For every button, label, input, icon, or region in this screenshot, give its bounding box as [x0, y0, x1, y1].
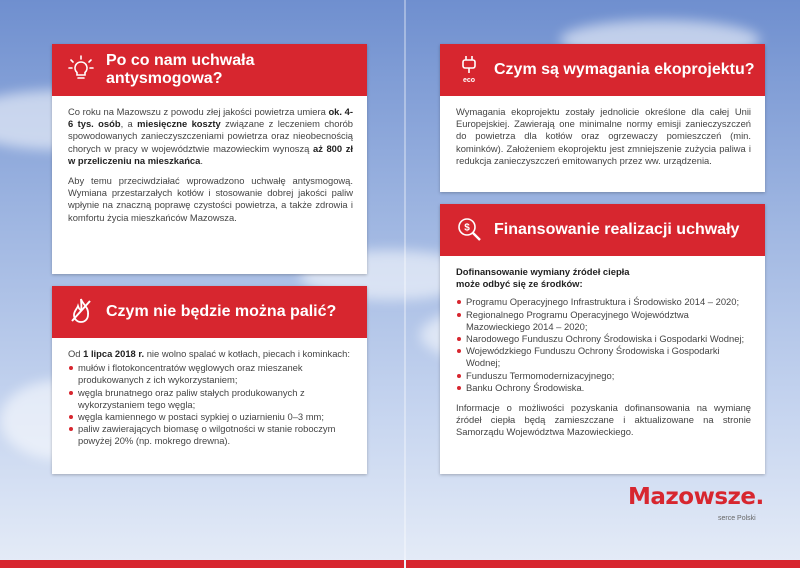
banned-fuels-list: [68, 362, 353, 447]
paragraph-countermeasures: Aby temu przeciwdziałać wprowadzono uchwałę antysmogową. Wymiana przestarzałych kotłów i stosowanie dobrej jakości paliw wpłynie na znaczną poprawę czystości powietrza, a także zdrowia i komfortu życia mieszkańców Mazowsza.: [68, 175, 353, 223]
card-title: Czym nie będzie można palić?: [106, 303, 337, 320]
text: związane z leczeniem chorób spowodowanych zanieczyszczeniami powietrza oraz nieobecnością chorych w pracy w województwie mazowieckim wynoszą: [68, 118, 354, 154]
bold-date: 1 lipca 2018 r.: [83, 348, 145, 359]
list-item: Narodowego Funduszu Ochrony Środowiska i Gospodarki Wodnej;: [456, 333, 751, 345]
bold-text: miesięczne koszty: [137, 118, 221, 130]
list-item: Wojewódzkiego Funduszu Ochrony Środowiska i Gospodarki Wodnej;: [456, 345, 751, 369]
bottom-red-bar-right: [406, 560, 800, 568]
financing-info: Informacje o możliwości pozyskania dofinansowania na wymianę źródeł ciepła będą zamieszczane i aktualizowane na stronie Samorządu Województwa Mazowieckiego.: [456, 402, 751, 438]
list-item: węgla kamiennego w postaci sypkiej o uziarnieniu 0–3 mm;: [68, 411, 353, 423]
list-item: węgla brunatnego oraz paliw stałych produkowanych z wykorzystaniem tego węgla;: [68, 387, 353, 411]
card-body: [440, 96, 765, 192]
card-header: [440, 44, 765, 96]
card-title: Finansowanie realizacji uchwały: [494, 221, 740, 238]
bottom-red-bar-left: [0, 560, 404, 568]
card-title: Po co nam uchwała antysmogowa?: [106, 52, 255, 87]
bold-text: ok. 4-6 tys. osób: [68, 106, 353, 130]
bottom-white-strip: [0, 568, 800, 582]
text: nie wolno spalać w kotłach, piecach i kominkach:: [144, 348, 350, 359]
text: , a: [120, 118, 138, 130]
money-search-icon: [454, 214, 484, 244]
card-financing: [440, 204, 765, 474]
mazowsze-logo: [628, 484, 778, 524]
card-header: [52, 286, 367, 338]
eco-icon-label: eco: [462, 77, 476, 84]
paragraph-health-costs: [68, 106, 353, 167]
page-fold: [404, 0, 406, 582]
list-item: Funduszu Termomodernizacyjnego;: [456, 370, 751, 382]
text: .: [200, 154, 203, 166]
card-header: [52, 44, 367, 96]
card-body: [52, 338, 367, 474]
financing-subtitle: Dofinansowanie wymiany źródeł ciepła może odbyć się ze środków:: [456, 266, 630, 290]
list-item: mułów i flotokoncentratów węglowych oraz mieszanek produkowanych z ich wykorzystaniem;: [68, 362, 353, 386]
intro-text: [68, 348, 353, 360]
financing-sources-list: [456, 296, 751, 394]
card-banned-fuels: [52, 286, 367, 474]
logo-text: Mazowsze.: [628, 484, 764, 510]
card-antismog-purpose: [52, 44, 367, 274]
card-header: [440, 204, 765, 256]
logo-tagline: serce Polski: [718, 515, 756, 522]
paragraph-ecodesign: Wymagania ekoprojektu zostały jednolicie określone dla całej Unii Europejskiej. Zawierają one minimalne normy emisji zanieczyszczeń do powietrza dla kotłów oraz ogrzewaczy pomieszczeń (min. kominków). Założeniem ekoprojektu jest zmniejszenie zużycia paliwa i redukcja zanieczyszczeń emitowanych przez ww. urządzenia.: [456, 106, 751, 166]
flame-icon: [66, 296, 96, 326]
list-item: Regionalnego Programu Operacyjnego Województwa Mazowieckiego 2014 – 2020;: [456, 309, 751, 333]
list-item: paliw zawierających biomasę o wilgotności w stanie roboczym powyżej 20% (np. mokrego drewna).: [68, 423, 353, 447]
eco-plug-icon: [454, 54, 484, 84]
bold-text: aż 800 zł w przeliczeniu na mieszkańca: [68, 142, 353, 166]
card-title: Czym są wymagania ekoprojektu?: [494, 61, 755, 78]
list-item: Banku Ochrony Środowiska.: [456, 382, 751, 394]
card-ecodesign: [440, 44, 765, 192]
list-item: Programu Operacyjnego Infrastruktura i Środowisko 2014 – 2020;: [456, 296, 751, 308]
lightbulb-icon: [66, 54, 96, 84]
card-body: [440, 256, 765, 474]
svg-text:$: $: [464, 222, 470, 234]
card-body: [52, 96, 367, 274]
text: Od: [68, 348, 84, 359]
text: Co roku na Mazowszu z powodu złej jakości powietrza umiera: [68, 106, 329, 117]
